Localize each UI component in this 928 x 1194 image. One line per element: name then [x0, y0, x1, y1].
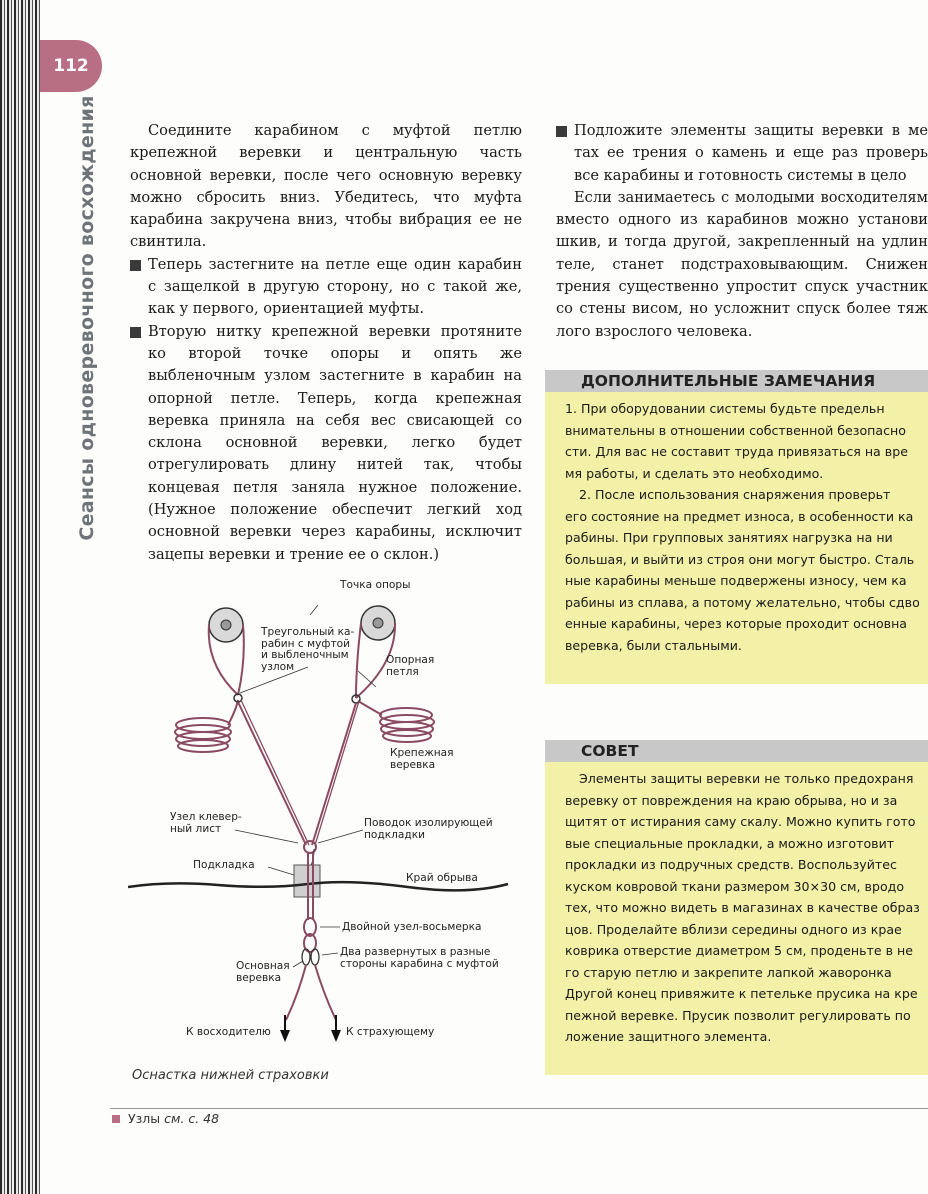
left-pulley-icon [209, 608, 244, 695]
bullet-item: Теперь застегните на петле еще один карабин с защелкой в другую сторону, но с такой же, как у первого, ориентацией муфты. [130, 254, 522, 321]
label-two-carabiners: Два развернутых в разные стороны карабина с муфтой [340, 946, 499, 970]
label-main-rope: Основная веревка [236, 960, 290, 984]
right-column [556, 120, 928, 343]
footer-divider [110, 1108, 928, 1109]
notes-box [545, 370, 928, 684]
tip-line: щитят от истирания саму скалу. Можно купить гото [565, 814, 916, 829]
tip-line: куском ковровой ткани размером 30×30 см, вродо [565, 878, 905, 894]
notes-line: 1. При оборудовании системы будьте предельн [565, 401, 885, 416]
tip-line: тех, что можно видеть в магазинах в качестве образ [565, 900, 920, 915]
notes-line: 2. После использования снаряжения проверьт [579, 487, 891, 502]
notes-line: веревка, были стальными. [565, 637, 742, 653]
label-cliff-edge: Край обрыва [406, 872, 478, 884]
right-pulley-icon [356, 606, 395, 698]
intro-paragraph: Соедините карабином с муфтой петлю крепежной веревки и центральную часть основной веревки, после чего основную веревку можно сбросить вниз. Убедитесь, что муфта карабина закручена вниз, чтобы вибрация ее не свинтила. [130, 122, 522, 251]
bullet-item: Подложите элементы защиты веревки в ме тах ее трения о камень и еще раз проверь все карабины и готовность системы в цело [556, 120, 928, 187]
footer-crossref: Узлы см. с. 48 [112, 1111, 219, 1126]
belay-rig-diagram [128, 575, 528, 1045]
tip-line: пежной веревке. Прусик позволит регулировать по [565, 1007, 911, 1023]
tip-box-title: СОВЕТ [545, 740, 928, 762]
label-pad: Подкладка [193, 859, 255, 871]
label-to-climber: К восходителю [186, 1026, 271, 1038]
label-pad-leash: Поводок изолирующей подкладки [364, 817, 493, 841]
carabiner-icon [311, 949, 319, 965]
notes-box-body [545, 392, 928, 684]
label-fixing-rope: Крепежная веревка [390, 747, 454, 771]
notes-line: большая, и выйти из строя они могут быстро. Сталь [565, 551, 915, 567]
tip-line: го старую петлю и закрепите лапкой жаворонка [565, 964, 892, 980]
notes-line: енные карабины, через которые проходит основна [565, 616, 908, 631]
carabiner-icon [302, 949, 310, 965]
tip-line: веревку от повреждения на краю обрыва, но и за [565, 792, 898, 808]
label-to-belayer: К страхующему [346, 1026, 435, 1038]
right-rope-coil-icon [358, 701, 434, 742]
notes-line: рабины. При групповых занятиях нагрузка на ни [565, 530, 893, 545]
arrow-down-icon [280, 1015, 290, 1042]
tip-line: цов. Проделайте вблизи середины одного из крае [565, 921, 902, 937]
page-number: 112 [40, 40, 102, 92]
notes-line: ные карабины меньше подвержены износу, чем ка [565, 573, 907, 588]
diagram-caption: Оснастка нижней страховки [132, 1068, 329, 1083]
tip-line: вые специальные прокладки, а можно изготовит [565, 835, 895, 851]
side-title-text: Сеансы одноверевочного восхождения [76, 95, 98, 541]
bullet-square-icon [556, 126, 567, 137]
tip-box [545, 740, 928, 1075]
notes-box-title: ДОПОЛНИТЕЛЬНЫЕ ЗАМЕЧАНИЯ [545, 370, 928, 392]
section-side-title [72, 95, 102, 541]
youth-paragraph: Если занимаетесь с молодыми восходителям вместо одного из карабинов можно установи шкив, и тогда другой, закрепленный на удлин теле, станет подстраховывающим. Снижен трения существенно упростит спуск участник со стены висом, но усложнит спуск более тяж лого взрослого человека. [556, 188, 928, 340]
label-support-loop: Опорная петля [386, 654, 435, 678]
notes-line: мя работы, и сделать это необходимо. [565, 465, 824, 481]
tip-line: коврика отверстие диаметром 5 см, проденьте в не [565, 943, 914, 958]
left-column [130, 120, 522, 566]
label-anchor-point: Точка опоры [340, 579, 411, 591]
notes-line: его состояние на предмет износа, в особенности ка [565, 508, 914, 524]
bullet-item: Вторую нитку крепежной веревки протяните ко второй точке опоры и опять же выбленочным узлом застегните в карабин на опорной петле. Теперь, когда крепежная веревка приняла на себя вес свисающей со склона основной веревки, легко будет отрегулировать длину нитей так, чтобы концевая петля заняла нужное положение. (Нужное положение обеспечит легкий ход основной веревки через карабины, исключит зацепы веревки и трение ее о склон.) [130, 321, 522, 566]
book-binding [0, 0, 40, 1194]
tip-line: Элементы защиты веревки не только предохраня [579, 771, 914, 786]
label-triangle-carabiner: Треугольный ка- рабин с муфтой и выбленочным узлом [261, 626, 355, 673]
label-figure-eight: Двойной узел-восьмерка [342, 921, 482, 933]
tip-line: Другой конец привяжите к петельке прусика на кре [565, 986, 918, 1001]
tip-box-body [545, 762, 928, 1075]
bullet-square-icon [130, 327, 141, 338]
tip-line: прокладки из подручных средств. Воспользуйтес [565, 857, 897, 872]
bullet-square-icon [130, 260, 141, 271]
notes-line: внимательны в отношении собственной безопасно [565, 422, 906, 438]
tip-line: ложение защитного элемента. [565, 1029, 772, 1044]
footer-page-ref: см. с. 48 [164, 1111, 220, 1126]
label-clover-knot: Узел клевер- ный лист [170, 811, 242, 835]
arrow-down-icon [331, 1015, 341, 1042]
notes-line: рабины из сплава, а потому желательно, чтобы сдво [565, 594, 920, 610]
footer-square-icon [112, 1115, 120, 1123]
notes-line: сти. Для вас не составит труда привязаться на вре [565, 444, 908, 459]
left-rope-coil-icon [175, 700, 238, 752]
